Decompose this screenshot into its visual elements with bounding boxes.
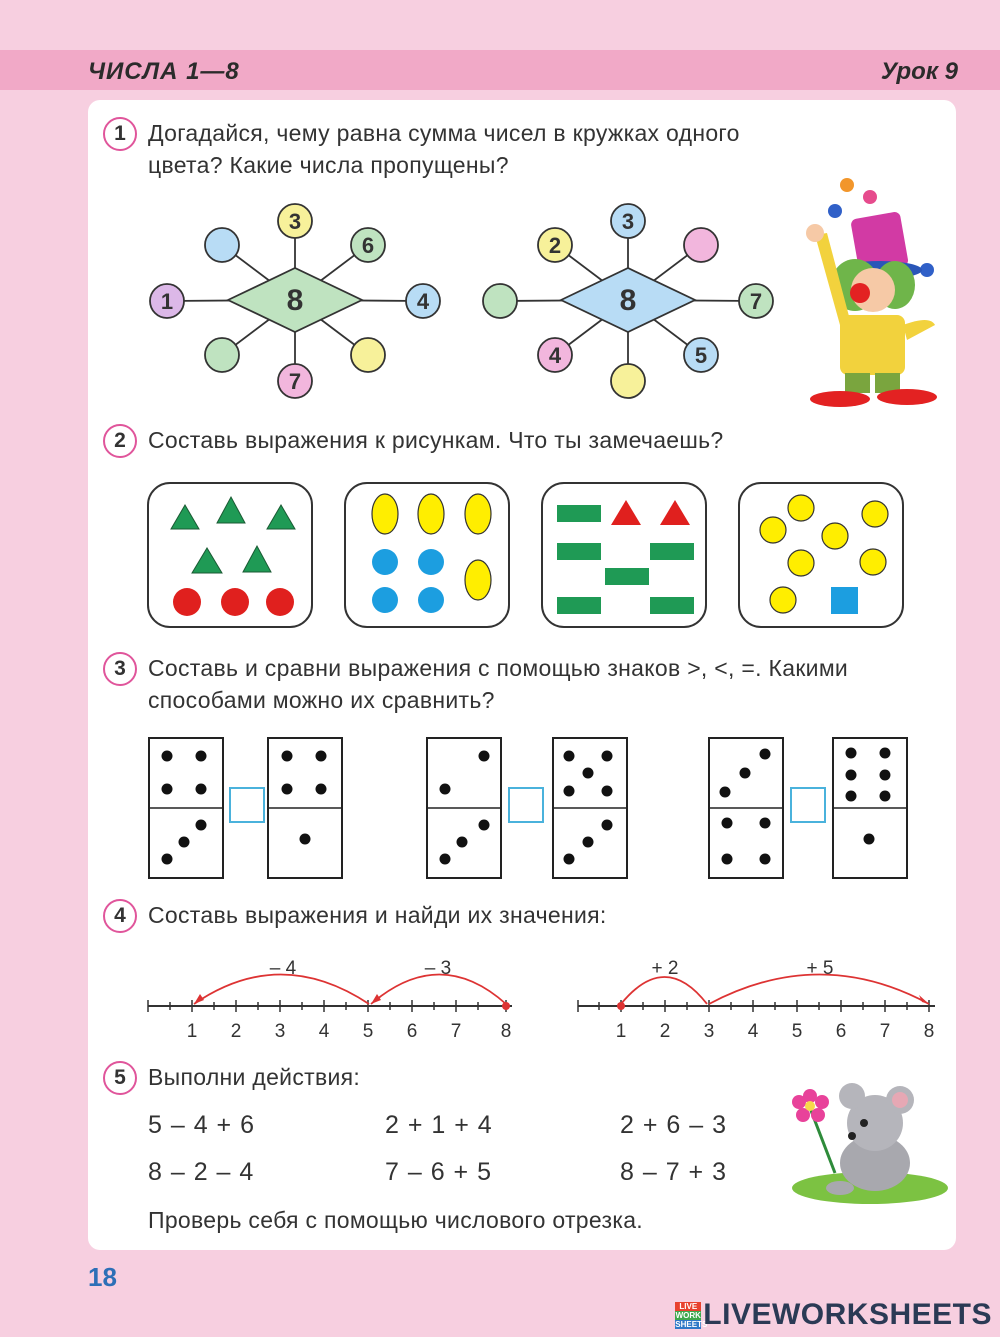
comparison-box[interactable] bbox=[791, 788, 825, 822]
number-line-left bbox=[140, 950, 520, 1050]
tick-label: 4 bbox=[318, 1021, 330, 1042]
task-1-number: 1 bbox=[103, 117, 137, 151]
circle-label: 2 bbox=[548, 233, 562, 258]
tick-label: 5 bbox=[362, 1021, 374, 1042]
expression: 8 – 7 + 3 bbox=[620, 1158, 727, 1186]
tick-label: 6 bbox=[835, 1021, 847, 1042]
circle-green-empty bbox=[483, 284, 517, 318]
jump-label: – 4 bbox=[269, 958, 297, 979]
expression: 5 – 4 + 6 bbox=[148, 1111, 255, 1139]
task-3-number: 3 bbox=[103, 652, 137, 686]
tick-label: 5 bbox=[791, 1021, 803, 1042]
task-1-text-line-1: Догадайся, чему равна сумма чисел в кружках одного bbox=[148, 120, 740, 146]
circle-label: 1 bbox=[160, 289, 174, 314]
circle-label: 5 bbox=[694, 343, 708, 368]
tick-label: 1 bbox=[186, 1021, 198, 1042]
circle-label: 4 bbox=[548, 343, 562, 368]
tick-label: 6 bbox=[406, 1021, 418, 1042]
comparison-box[interactable] bbox=[509, 788, 543, 822]
liveworksheets-watermark bbox=[675, 1298, 992, 1332]
task-5-text: Выполни действия: bbox=[148, 1064, 361, 1090]
domino bbox=[833, 738, 907, 878]
jump-label: + 2 bbox=[651, 958, 679, 979]
circle-green-empty bbox=[205, 338, 239, 372]
circle-pink-empty bbox=[684, 228, 718, 262]
number-line-right bbox=[570, 950, 950, 1050]
task-3-dominoes bbox=[145, 735, 915, 880]
task-5-number: 5 bbox=[103, 1061, 137, 1095]
tick-label: 3 bbox=[703, 1021, 715, 1042]
tick-label: 1 bbox=[615, 1021, 627, 1042]
circle-blue-empty bbox=[205, 228, 239, 262]
domino bbox=[709, 738, 783, 878]
circle-label: 6 bbox=[361, 233, 375, 258]
circle-label: 7 bbox=[288, 369, 302, 394]
task-4-text: Составь выражения и найди их значения: bbox=[148, 902, 607, 928]
clown-illustration bbox=[785, 175, 945, 415]
task-1-text-line-2: цвета? Какие числа пропущены? bbox=[148, 152, 509, 178]
task-2-pictures bbox=[145, 480, 915, 630]
domino bbox=[427, 738, 501, 878]
tick-label: 3 bbox=[274, 1021, 286, 1042]
task-3-text-line-2: способами можно их сравнить? bbox=[148, 687, 495, 713]
diamond-left-value: 8 bbox=[286, 284, 304, 317]
tick-label: 8 bbox=[500, 1021, 512, 1042]
comparison-box[interactable] bbox=[230, 788, 264, 822]
task-3-text-line-1: Составь и сравни выражения с помощью знаков >, <, =. Какими bbox=[148, 655, 849, 681]
tick-label: 7 bbox=[450, 1021, 462, 1042]
liveworksheets-text: LIVEWORKSHEETS bbox=[703, 1298, 992, 1331]
star-diagram-right bbox=[473, 195, 793, 405]
tick-label: 7 bbox=[879, 1021, 891, 1042]
tick-label: 4 bbox=[747, 1021, 759, 1042]
task-2-number: 2 bbox=[103, 424, 137, 458]
mouse-illustration bbox=[780, 1078, 950, 1208]
circle-yellow-empty bbox=[611, 364, 645, 398]
jump-label: – 3 bbox=[424, 958, 452, 979]
circle-yellow-empty bbox=[351, 338, 385, 372]
circle-label: 4 bbox=[416, 289, 430, 314]
lesson-title: Урок 9 bbox=[880, 58, 958, 85]
badge-line: WORK bbox=[675, 1310, 701, 1320]
expression: 2 + 1 + 4 bbox=[385, 1111, 493, 1139]
jump-label: + 5 bbox=[806, 958, 834, 979]
badge-line: SHEETS bbox=[675, 1319, 708, 1329]
expression: 2 + 6 – 3 bbox=[620, 1111, 727, 1139]
diamond-right-value: 8 bbox=[619, 284, 637, 317]
circle-label: 3 bbox=[288, 209, 302, 234]
task-2-text: Составь выражения к рисункам. Что ты замечаешь? bbox=[148, 427, 724, 453]
tick-label: 2 bbox=[230, 1021, 242, 1042]
circle-label: 3 bbox=[621, 209, 635, 234]
chapter-title: ЧИСЛА 1—8 bbox=[88, 58, 240, 85]
liveworksheets-badge-icon bbox=[675, 1300, 708, 1330]
task-5-footer: Проверь себя с помощью числового отрезка. bbox=[148, 1207, 643, 1233]
star-diagram-left bbox=[140, 195, 460, 405]
expression: 8 – 2 – 4 bbox=[148, 1158, 255, 1186]
expression: 7 – 6 + 5 bbox=[385, 1158, 492, 1186]
page-number: 18 bbox=[88, 1262, 117, 1292]
task-4-number: 4 bbox=[103, 899, 137, 933]
domino bbox=[149, 738, 223, 878]
tick-label: 8 bbox=[923, 1021, 935, 1042]
domino bbox=[268, 738, 342, 878]
circle-label: 7 bbox=[749, 289, 763, 314]
badge-line: LIVE bbox=[675, 1302, 701, 1311]
tick-label: 2 bbox=[659, 1021, 671, 1042]
